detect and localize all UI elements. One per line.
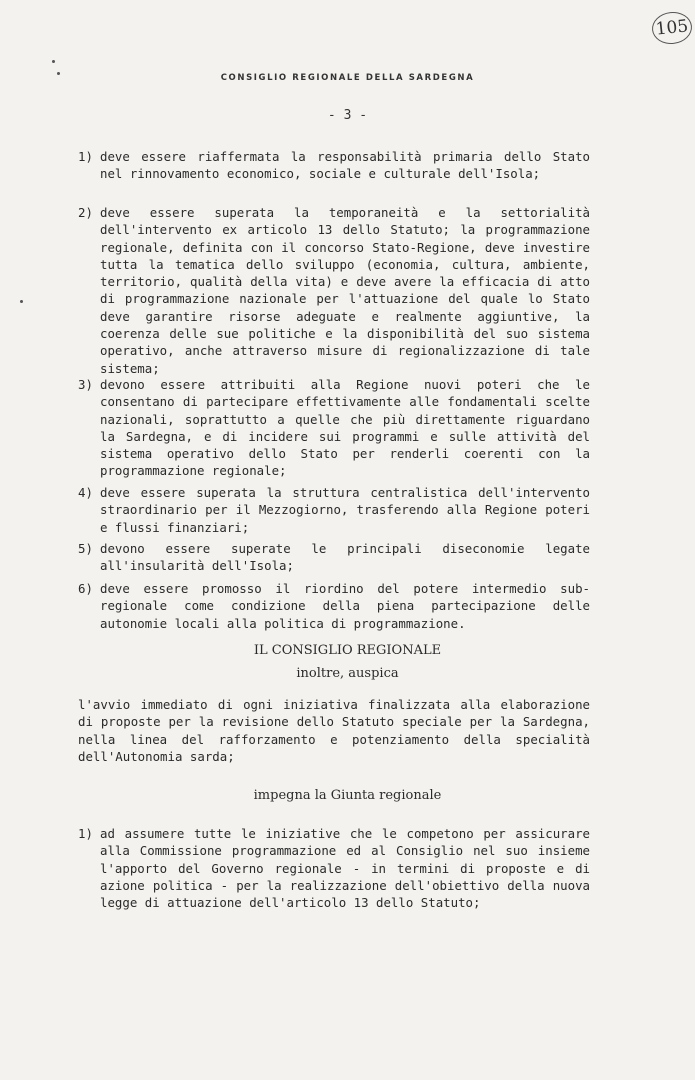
page-number: - 3 - <box>327 108 368 123</box>
list-item <box>78 204 590 377</box>
list-item-number: 3) <box>78 377 93 392</box>
list-item-text: deve essere riaffermata la responsabilità primaria dello Stato nel rinnovamento economico, sociale e culturale dell'Isola; <box>100 149 590 182</box>
list-item-text: deve essere promosso il riordino del potere intermedio sub-regionale come condizione della piena partecipazione delle autonomie locali alla politica di programmazione. <box>100 581 590 631</box>
list-item-number: 4) <box>78 485 93 500</box>
margin-mark <box>52 60 55 63</box>
list-item-number: 1) <box>78 149 93 164</box>
list-item <box>78 825 590 911</box>
list-item-number: 5) <box>78 541 93 556</box>
list-item-text: deve essere superata la struttura centralistica dell'intervento straordinario per il Mezzogiorno, trasferendo alla Regione poteri e flussi finanziari; <box>100 485 590 535</box>
folio-number: 105 <box>650 10 693 46</box>
list-item-text: devono essere superate le principali diseconomie legate all'insularità dell'Isola; <box>100 541 590 574</box>
list-item-text: devono essere attribuiti alla Regione nuovi poteri che le consentano di partecipare effettivamente alle fondamentali scelte nazionali, soprattutto a quelle che più direttamente riguardano la Sardegna, e di incidere sui programmi e sulle attività del sistema operativo dello Stato per renderli coerenti con la programmazione regionale; <box>100 377 590 479</box>
auspica-heading: inoltre, auspica <box>296 666 399 681</box>
list-item <box>78 376 590 480</box>
list-item <box>78 484 590 536</box>
list-item <box>78 148 590 183</box>
list-item-number: 6) <box>78 581 93 596</box>
letterhead: CONSIGLIO REGIONALE DELLA SARDEGNA <box>220 73 475 83</box>
list-item-text: deve essere superata la temporaneità e la settorialità dell'intervento ex articolo 13 dello Statuto; la programmazione regionale, definita con il concorso Stato-Regione, deve investire tutta la tematica dello sviluppo (economia, cultura, ambiente, territorio, qualità della vita) e deve avere la efficacia di atto di programmazione nazionale per l'attuazione del quale lo Stato deve garantire risorse adeguate e realmente aggiuntive, la coerenza delle sue politiche e la disponibilità del suo sistema operativo, anche attraverso misure di regionalizzazione di tale sistema; <box>100 205 590 376</box>
list-item <box>78 580 590 632</box>
list-item-number: 1) <box>78 826 93 841</box>
list-item-number: 2) <box>78 205 93 220</box>
margin-mark <box>20 300 23 303</box>
impegna-heading: impegna la Giunta regionale <box>253 788 442 803</box>
auspica-paragraph: l'avvio immediato di ogni iniziativa finalizzata alla elaborazione di proposte per la revisione dello Statuto speciale per la Sardegna, nella linea del rafforzamento e potenziamento della specialità dell'Autonomia sarda; <box>78 697 590 764</box>
council-heading: IL CONSIGLIO REGIONALE <box>253 643 442 658</box>
list-item-text: ad assumere tutte le iniziative che le competono per assicurare alla Commissione programmazione ed al Consiglio nel suo insieme l'apporto del Governo regionale - in termini di proposte e di azione politica - per la realizzazione dell'obiettivo della nuova legge di attuazione dell'articolo 13 dello Statuto; <box>100 826 590 911</box>
list-item <box>78 540 590 575</box>
